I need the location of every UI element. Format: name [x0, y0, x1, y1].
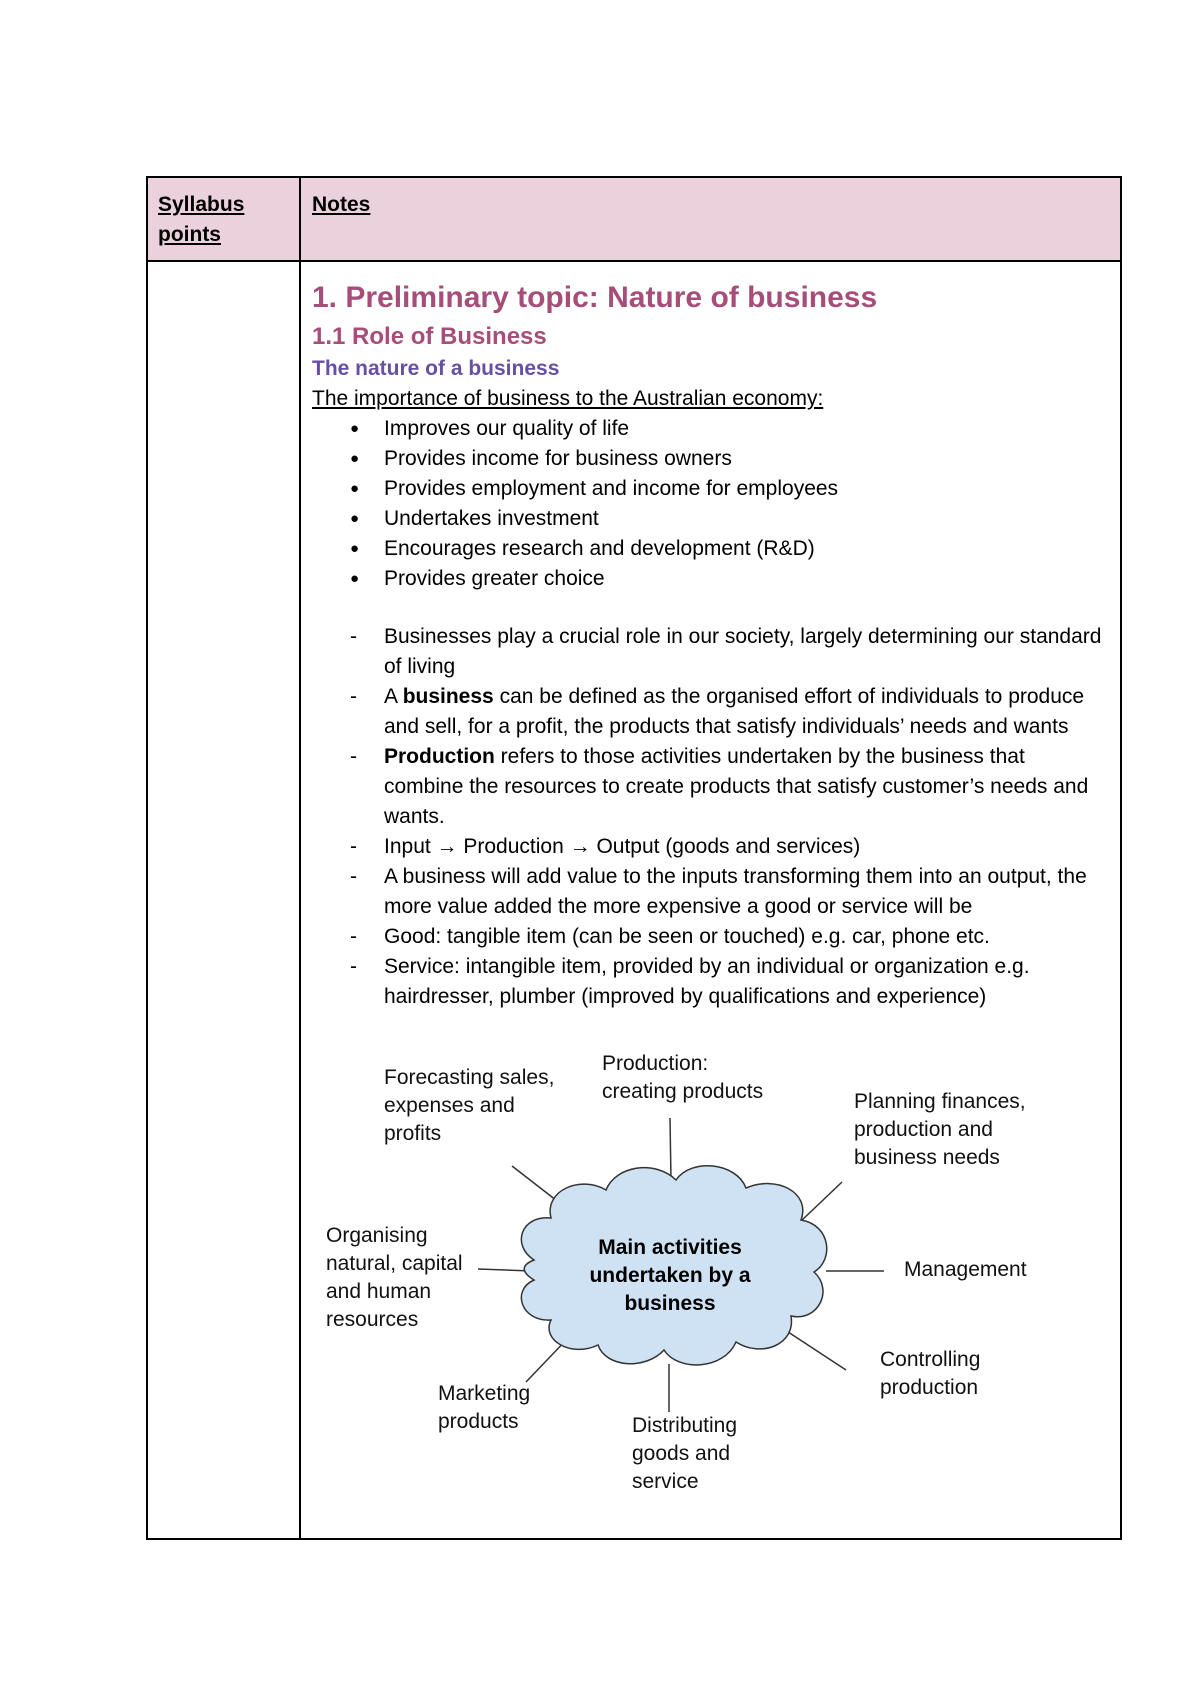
connector-production: [670, 1118, 671, 1180]
bullet-item: ● Provides income for business owners: [312, 444, 1112, 474]
term-production: Production: [384, 745, 495, 768]
business-activities-diagram: [306, 1040, 1066, 1520]
label-production: Production: creating products: [602, 1052, 764, 1103]
bullet-item: ● Provides greater choice: [312, 564, 1112, 594]
section-title: 1.1 Role of Business: [312, 323, 547, 350]
label-management: Management: [904, 1258, 1027, 1281]
bullet-item: ● Improves our quality of life: [312, 414, 1112, 444]
connector-planning: [800, 1182, 842, 1222]
column-divider: [299, 178, 301, 1538]
dash-item: - Good: tangible item (can be seen or touched) e.g. car, phone etc.: [312, 922, 1112, 952]
bullet-item: ● Provides employment and income for employees: [312, 474, 1112, 504]
notes-content: [312, 276, 1112, 1012]
dash-item: - Businesses play a crucial role in our society, largely determining our standard of living: [312, 622, 1112, 682]
label-organising: Organising natural, capital and human resources: [326, 1224, 463, 1331]
table-header-row: [148, 178, 1120, 262]
notes-dash-list: [312, 622, 1112, 1012]
label-controlling: Controlling production: [880, 1348, 981, 1399]
subsection-title: The nature of a business: [312, 357, 560, 380]
topic-title: 1. Preliminary topic: Nature of business: [312, 281, 878, 314]
bullet-item: ● Encourages research and development (R&D): [312, 534, 1112, 564]
term-business: business: [402, 685, 494, 708]
label-planning: Planning finances, production and business needs: [854, 1090, 1026, 1169]
dash-item: - Service: intangible item, provided by an individual or organization e.g. hairdresser, plumber (improved by qualifications and experience): [312, 952, 1112, 1012]
dash-item: - A business can be defined as the organised effort of individuals to produce and sell, for a profit, the products that satisfy individuals’ needs and wants: [312, 682, 1112, 742]
importance-bullet-list: [312, 414, 1112, 594]
connector-controlling: [782, 1328, 846, 1370]
bullet-item: ● Undertakes investment: [312, 504, 1112, 534]
dash-item: - Production refers to those activities undertaken by the business that combine the resources to create products that satisfy customer’s needs and wants.: [312, 742, 1112, 832]
label-marketing: Marketing products: [438, 1382, 531, 1433]
dash-item: - Input → Production → Output (goods and services): [312, 832, 1112, 862]
label-distributing: Distributing goods and service: [632, 1414, 738, 1493]
notes-header: Notes: [312, 193, 371, 216]
syllabus-points-header: Syllabus points: [158, 193, 245, 246]
dash-item: - A business will add value to the inputs transforming them into an output, the more value added the more expensive a good or service will be: [312, 862, 1112, 922]
importance-heading: The importance of business to the Australian economy:: [312, 387, 824, 410]
diagram-center-label: Main activities undertaken by a business: [589, 1236, 751, 1315]
label-forecasting: Forecasting sales, expenses and profits: [384, 1066, 555, 1145]
